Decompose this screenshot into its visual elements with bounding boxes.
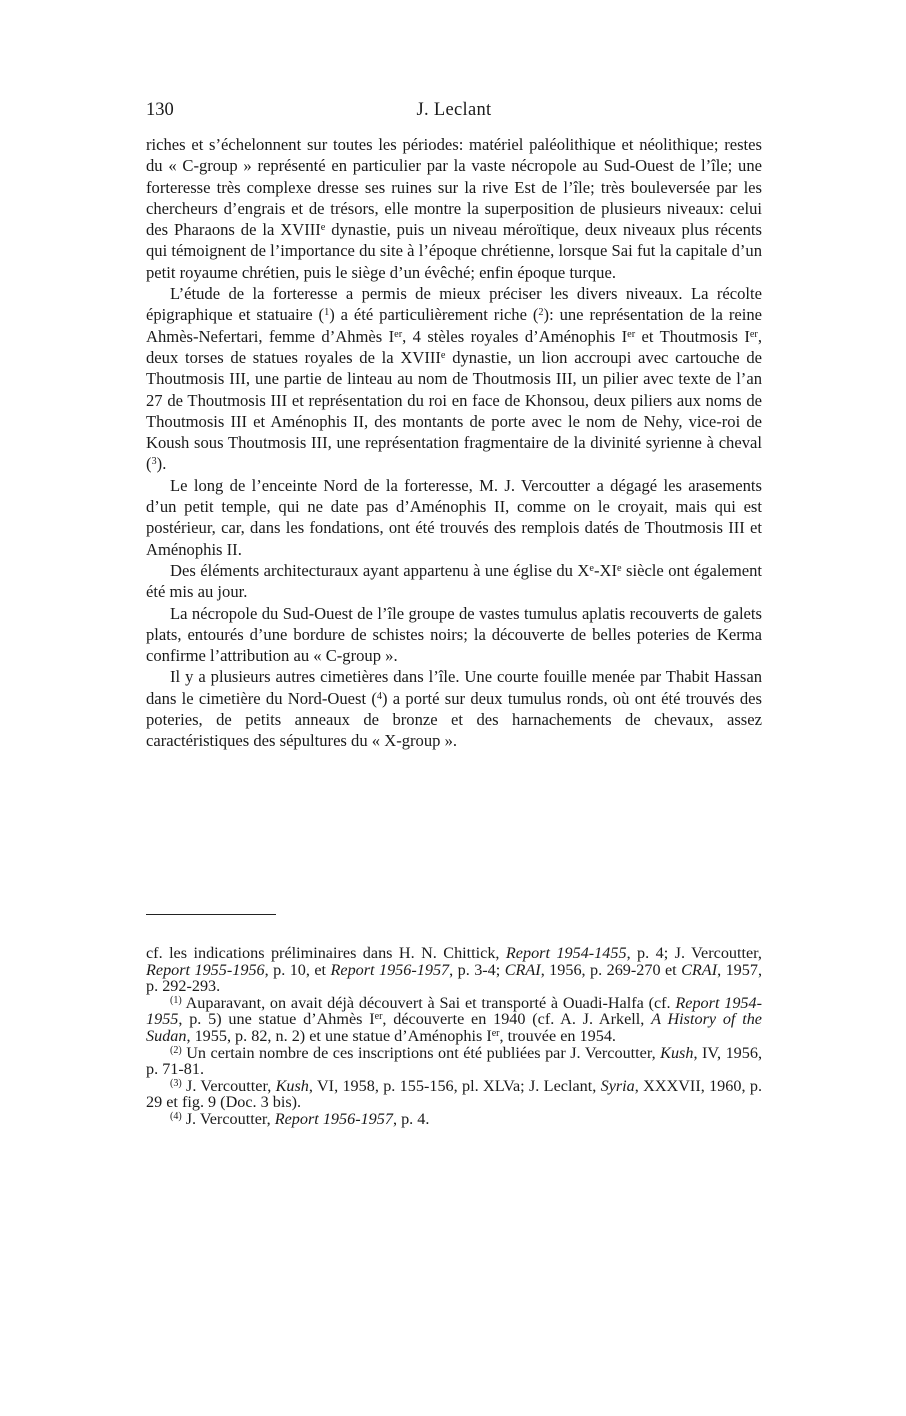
body-text: [146, 134, 762, 752]
footnote-continuation: cf. les indications préliminaires dans H. N. Chittick, Report 1954-1455, p. 4; J. Vercoutter, Report 1955-1956, p. 10, et Report 1956-1957, p. 3-4; CRAI, 1956, p. 269-270 et CRAI, 1957, p. 292-293.: [146, 944, 762, 996]
page-header: [146, 100, 762, 130]
footnotes: [146, 945, 762, 1128]
footnote-marker: (3): [170, 1077, 182, 1089]
paragraph-1: riches et s’échelonnent sur toutes les périodes: matériel paléolithique et néolithique; restes du « C-group » représenté en particulier par la vaste nécropole au Sud-Ouest de l’île; une forteresse très complexe dresse ses ruines sur la rive Est de l’île; très bouleversée par les chercheurs d’engrais et de trésors, elle montre la superposition de plusieurs niveaux: celui des Pharaons de la XVIIIe dynastie, puis un niveau méroïtique, deux niveaux plus récents qui témoignent de l’importance du site à l’époque chrétienne, lorsque Sai fut la capitale d’un petit royaume chrétien, puis le siège d’un évêché; enfin époque turque.: [146, 135, 762, 282]
footnote-4: $^{(4)}$ J. Vercoutter, Report 1956-1957, p. 4.: [170, 1109, 430, 1128]
footnote-marker: (1): [170, 994, 182, 1006]
running-head: J. Leclant: [416, 100, 492, 120]
page-number: 130: [146, 100, 174, 120]
paragraph-2: L’étude de la forteresse a permis de mieux préciser les divers niveaux. La récolte épigraphique et statuaire ($^1$) a été particulièrement riche ($^2$): une représentation de la reine Ahmès-Nefertari, femme d’Ahmès Ier, 4 stèles royales d’Aménophis Ier et Thoutmosis Ier, deux torses de statues royales de la XVIIIe dynastie, un lion accroupi avec cartouche de Thoutmosis III, une partie de linteau au nom de Thoutmosis III, un pilier avec texte de l’an 27 de Thoutmosis III et représentation du roi en face de Khonsou, deux piliers aux noms de Thoutmosis III et Aménophis II, des montants de porte avec le nom de Nehy, vice-roi de Koush sous Thoutmosis III, une représentation fragmentaire de la divinité syrienne à cheval ($^3$).: [146, 284, 763, 474]
footnote-marker: (2): [170, 1044, 182, 1056]
paragraph-3: Le long de l’enceinte Nord de la forteresse, M. J. Vercoutter a dégagé les arasements d’un petit temple, qui ne date pas d’Aménophis II, comme on le croyait, mais qui est postérieur, car, dans les fondations, ont été trouvés des remplois datés de Thoutmosis III et Aménophis II.: [146, 475, 762, 559]
footnote-1: $^{(1)}$ Auparavant, on avait déjà découvert à Sai et transporté à Ouadi-Halfa (cf. Report 1954-1955, p. 5) une statue d’Ahmès Ier, découverte en 1940 (cf. A. J. Arkell, A History of the Sudan, 1955, p. 82, n. 2) et une statue d’Aménophis Ier, trouvée en 1954.: [146, 993, 762, 1045]
footnote-2: $^{(2)}$ Un certain nombre de ces inscriptions ont été publiées par J. Vercoutter, Kush, IV, 1956, p. 71-81.: [146, 1043, 762, 1079]
footnote-separator: [146, 914, 276, 915]
paragraph-4: Des éléments architecturaux ayant appartenu à une église du Xe-XIe siècle ont également été mis au jour.: [146, 560, 762, 602]
footnote-3: $^{(3)}$ J. Vercoutter, Kush, VI, 1958, p. 155-156, pl. XLVa; J. Leclant, Syria, XXXVII, 1960, p. 29 et fig. 9 (Doc. 3 bis).: [146, 1076, 762, 1112]
paragraph-5: La nécropole du Sud-Ouest de l’île groupe de vastes tumulus aplatis recouverts de galets plats, entourés d’une bordure de schistes noirs; la découverte de belles poteries de Kerma confirme l’attribution au « C-group ».: [146, 603, 762, 666]
footnote-marker: (4): [170, 1111, 182, 1123]
paragraph-6: Il y a plusieurs autres cimetières dans l’île. Une courte fouille menée par Thabit Hassan dans le cimetière du Nord-Ouest ($^4$) a porté sur deux tumulus ronds, où ont été trouvés des poteries, de petits anneaux de bronze et des harnachements de chevaux, assez caractéristiques des sépultures du « X-group ».: [146, 667, 762, 751]
